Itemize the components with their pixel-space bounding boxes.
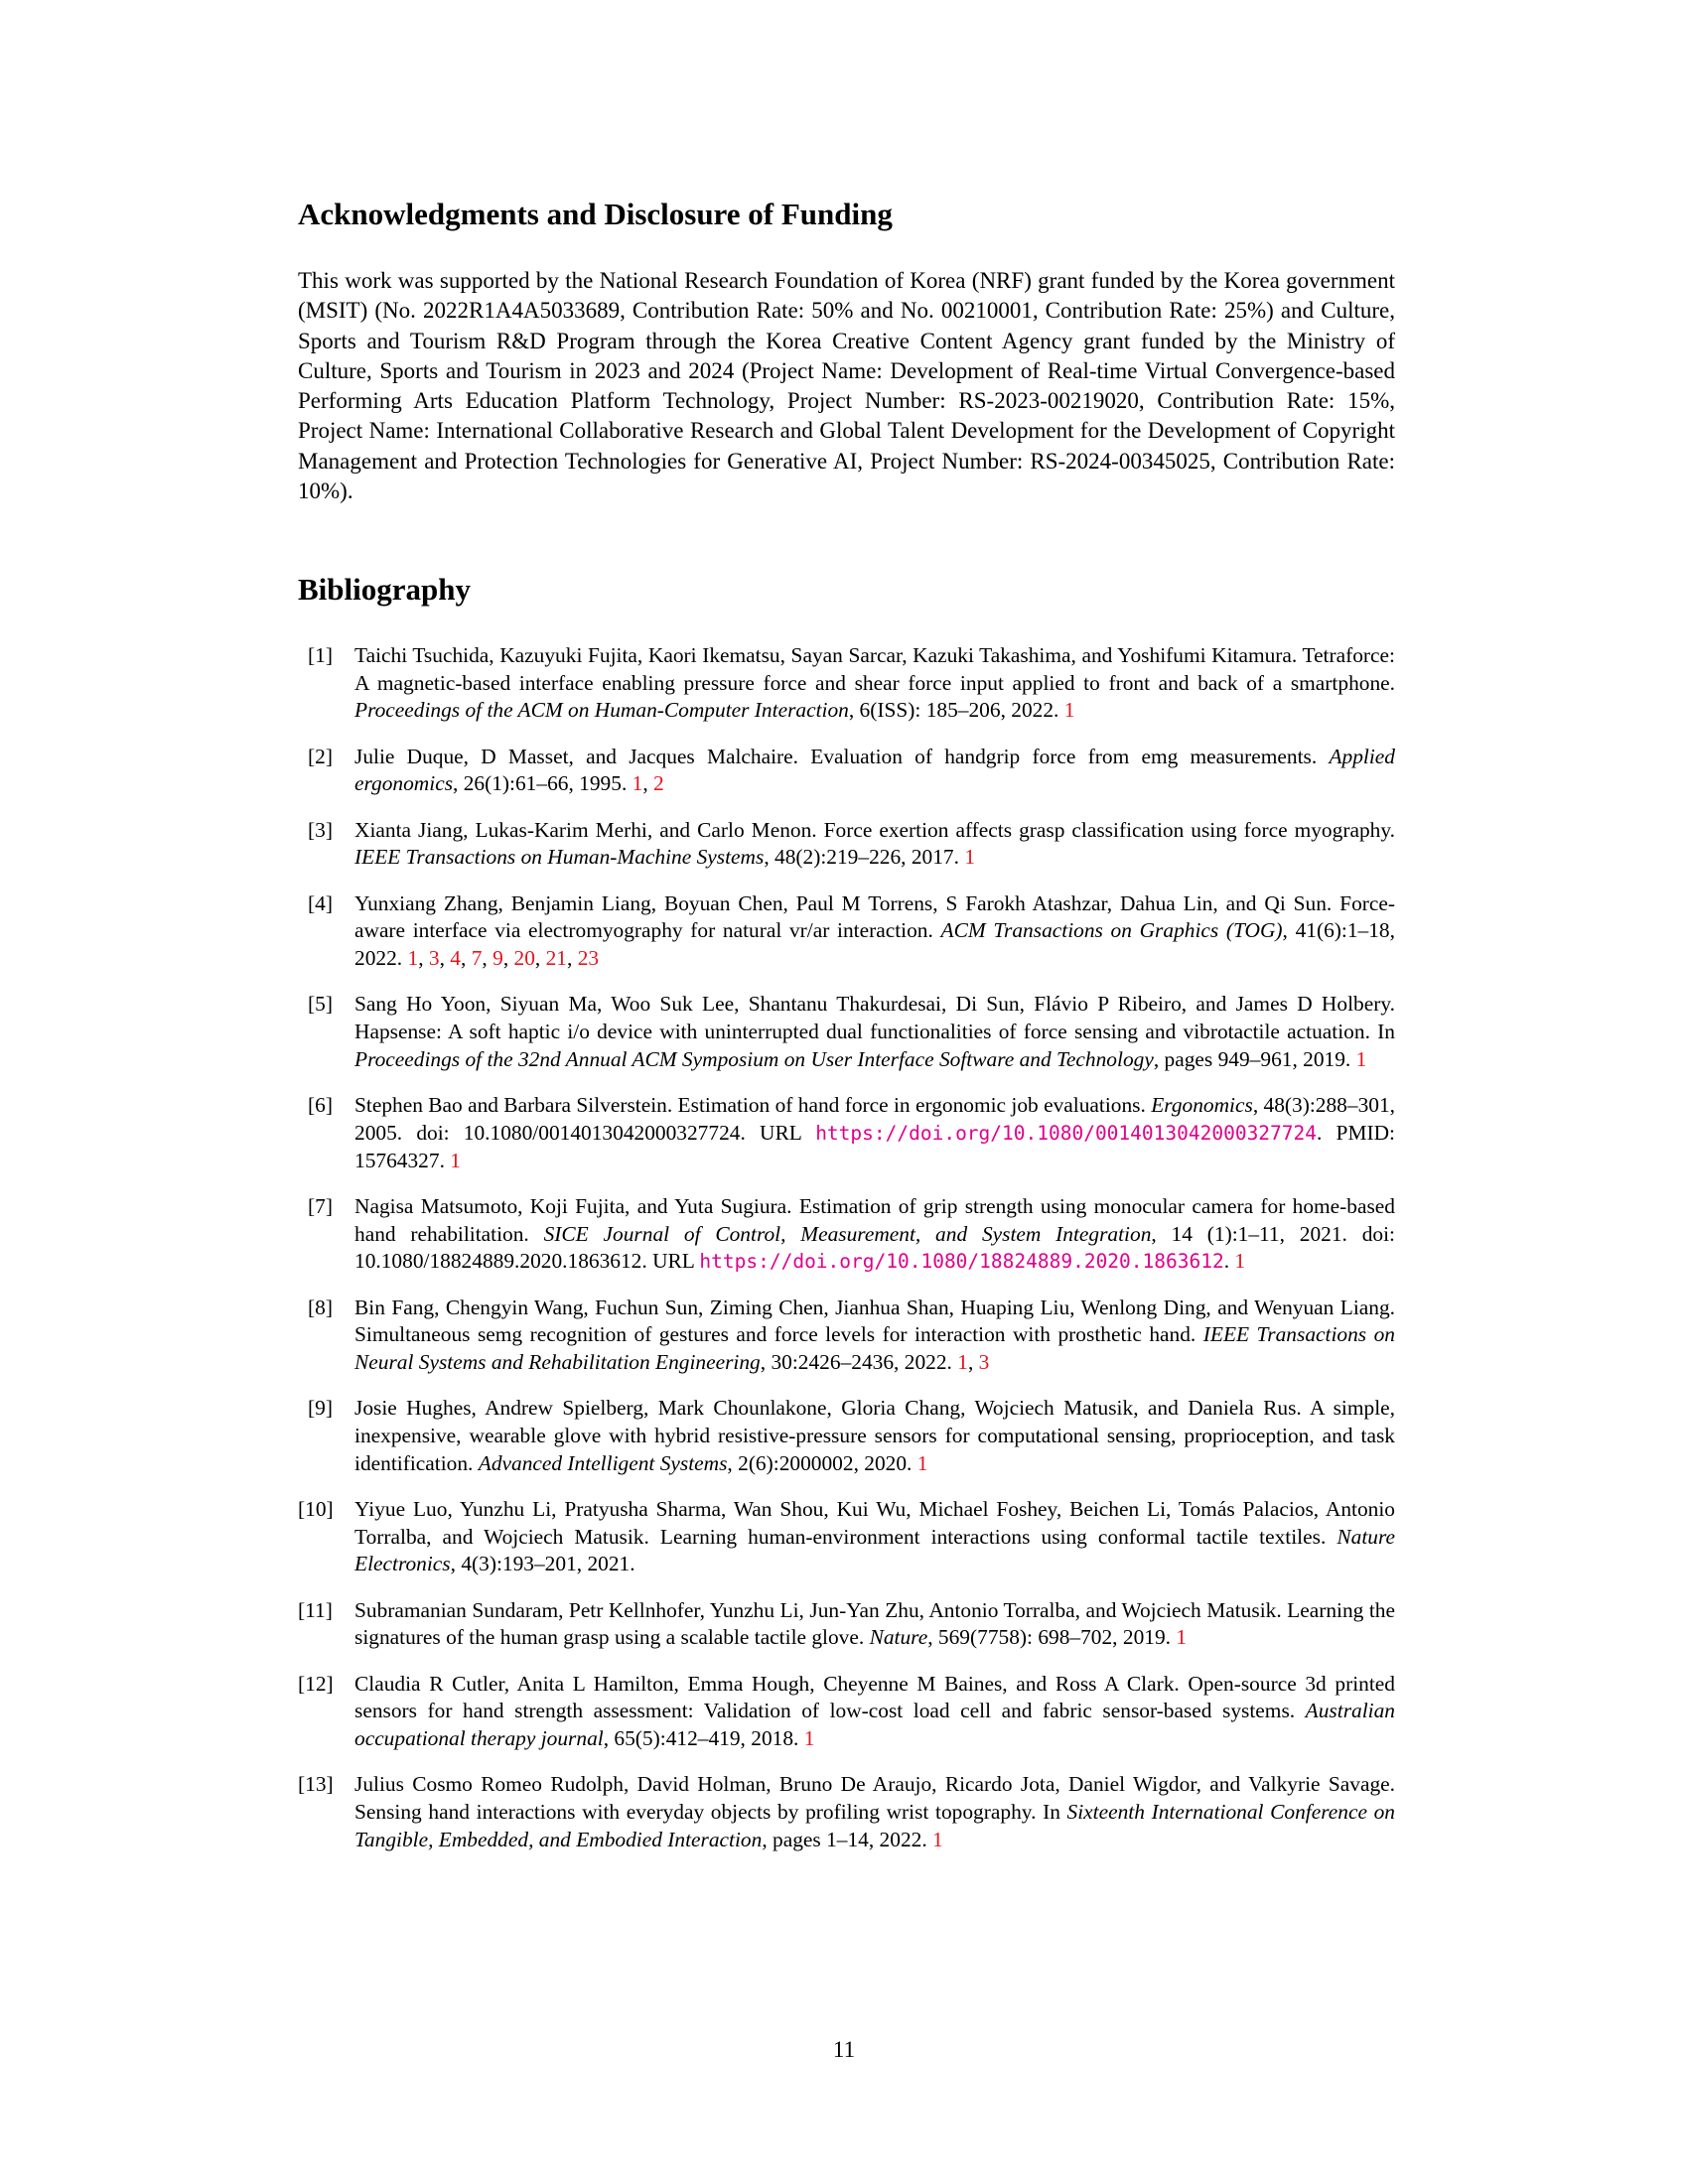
reference-venue: IEEE Transactions on Neural Systems and Rehabilitation Engineering (354, 1322, 1395, 1374)
page-backlink[interactable]: 1 (916, 1450, 928, 1475)
reference-trailing: . (1223, 1249, 1235, 1274)
reference-venue: Ergonomics (1151, 1093, 1253, 1118)
reference-authors-title: Stephen Bao and Barbara Silverstein. Estimation of hand force in ergonomic job evaluations. (354, 1093, 1152, 1118)
reference-url-link[interactable]: https://doi.org/10.1080/0014013042000327724 (815, 1121, 1318, 1145)
reference-entry (298, 1295, 1395, 1377)
page-backlink[interactable]: 9 (492, 946, 503, 971)
backlink-separator: , (967, 1349, 979, 1374)
page-backlink[interactable]: 1 (407, 946, 419, 971)
reference-details: , 4(3):193–201, 2021. (450, 1552, 635, 1576)
page-backlink[interactable]: 1 (450, 1148, 461, 1172)
page-backlink[interactable]: 3 (428, 946, 440, 971)
reference-venue: SICE Journal of Control, Measurement, and System Integration (543, 1221, 1152, 1246)
page-backlink[interactable]: 1 (632, 771, 643, 796)
page-backlink[interactable]: 23 (577, 946, 600, 971)
reference-authors-title: Yiyue Luo, Yunzhu Li, Pratyusha Sharma, Wan Shou, Kui Wu, Michael Foshey, Beichen Li, Tomás Palacios, Antonio Torralba, and Wojciech Matusik. Learning human-environment interactions using conformal tactile textiles. (354, 1496, 1395, 1549)
reference-authors-title: Julie Duque, D Masset, and Jacques Malchaire. Evaluation of handgrip force from emg measurements. (354, 744, 1330, 768)
reference-url-link[interactable]: https://doi.org/10.1080/18824889.2020.1863612 (699, 1250, 1224, 1274)
backlink-separator: , (502, 946, 514, 971)
reference-authors-title: Josie Hughes, Andrew Spielberg, Mark Chounlakone, Gloria Chang, Wojciech Matusik, and Daniela Rus. A simple, inexpensive, wearable glove with hybrid resistive-pressure sensors for computational sensing, proprioception, and task identification. (354, 1396, 1395, 1475)
reference-entry (298, 1597, 1395, 1652)
reference-authors-title: Xianta Jiang, Lukas-Karim Merhi, and Carlo Menon. Force exertion affects grasp classification using force myography. (354, 817, 1395, 842)
reference-venue: IEEE Transactions on Human-Machine Systems (354, 845, 765, 870)
reference-details: , 2(6):2000002, 2020. (727, 1450, 917, 1475)
reference-authors-title: Claudia R Cutler, Anita L Hamilton, Emma Hough, Cheyenne M Baines, and Ross A Clark. Open-source 3d printed sensors for hand strength assessment: Validation of low-cost load cell and fabric sensor-based systems. (354, 1671, 1395, 1723)
reference-authors-title: Julius Cosmo Romeo Rudolph, David Holman, Bruno De Araujo, Ricardo Jota, Daniel Wigdor, and Valkyrie Savage. Sensing hand interactions with everyday objects by profiling wrist topography. In (354, 1772, 1395, 1825)
reference-details: , 26(1):61–66, 1995. (453, 771, 633, 796)
reference-details: , 30:2426–2436, 2022. (760, 1349, 958, 1374)
backlink-separator: , (642, 771, 654, 796)
reference-authors-title: Nagisa Matsumoto, Koji Fujita, and Yuta Sugiura. Estimation of grip strength using monocular camera for home-based hand rehabilitation. (354, 1193, 1395, 1246)
reference-venue: Nature (869, 1625, 928, 1650)
reference-details: , pages 949–961, 2019. (1153, 1046, 1356, 1071)
backlink-separator: , (482, 946, 493, 971)
reference-number: [10] (298, 1496, 334, 1521)
page-backlink[interactable]: 1 (803, 1726, 815, 1751)
reference-number: [2] (308, 744, 333, 768)
acknowledgments-body: This work was supported by the National Research Foundation of Korea (NRF) grant funded by the Korea government (MSIT) (No. 2022R1A4A5033689, Contribution Rate: 50% and No. 00210001, Contribution Rate: 25%) and Culture, Sports and Tourism R&D Program through the Korea Creative Content Agency grant funded by the Ministry of Culture, Sports and Tourism in 2023 and 2024 (Project Name: Development of Real-time Virtual Convergence-based Performing Arts Education Platform Technology, Project Number: RS-2023-00219020, Contribution Rate: 15%, Project Name: International Collaborative Research and Global Talent Development for the Development of Copyright Management and Protection Technologies for Generative AI, Project Number: RS-2024-00345025, Contribution Rate: 10%). (298, 268, 1395, 504)
reference-entry (298, 642, 1395, 725)
reference-number: [6] (308, 1093, 333, 1118)
reference-entry (298, 817, 1395, 872)
reference-venue: Proceedings of the 32nd Annual ACM Symposium on User Interface Software and Technology (354, 1046, 1154, 1071)
reference-venue: Australian occupational therapy journal (354, 1699, 1395, 1751)
backlink-separator: , (418, 946, 429, 971)
reference-venue: ACM Transactions on Graphics (TOG) (940, 918, 1283, 943)
reference-number: [9] (308, 1396, 333, 1421)
bibliography-heading: Bibliography (298, 572, 471, 607)
reference-authors-title: Sang Ho Yoon, Siyuan Ma, Woo Suk Lee, Shantanu Thakurdesai, Di Sun, Flávio P Ribeiro, and James D Holbery. Hapsense: A soft haptic i/o device with uninterrupted dual functionalities of force sensing and vibrotactile actuation. In (354, 992, 1395, 1044)
reference-authors-title: Subramanian Sundaram, Petr Kellnhofer, Yunzhu Li, Jun-Yan Zhu, Antonio Torralba, and Wojciech Matusik. Learning the signatures of the human grasp using a scalable tactile glove. (354, 1597, 1395, 1650)
page-backlink[interactable]: 1 (1176, 1625, 1188, 1650)
reference-authors-title: Yunxiang Zhang, Benjamin Liang, Boyuan Chen, Paul M Torrens, S Farokh Atashzar, Dahua Lin, and Qi Sun. Force-aware interface via electromyography for natural vr/ar interaction. (354, 890, 1395, 943)
reference-venue: Sixteenth International Conference on Tangible, Embedded, and Embodied Interaction (354, 1800, 1395, 1851)
reference-venue: Advanced Intelligent Systems (478, 1450, 728, 1475)
reference-details: , 14 (1):1–11, 2021. doi: 10.1080/18824889.2020.1863612. URL (354, 1221, 1395, 1274)
page-backlink[interactable]: 21 (545, 946, 567, 971)
reference-authors-title: Bin Fang, Chengyin Wang, Fuchun Sun, Ziming Chen, Jianhua Shan, Huaping Liu, Wenlong Ding, and Wenyuan Liang. Simultaneous semg recognition of gestures and force levels for interaction with prosthetic hand. (354, 1295, 1395, 1347)
reference-entry (298, 890, 1395, 973)
reference-venue: Applied ergonomics (354, 744, 1395, 796)
reference-number: [1] (308, 643, 333, 667)
reference-details: , 48(2):219–226, 2017. (764, 845, 965, 870)
backlink-separator: , (534, 946, 546, 971)
reference-entry (298, 1092, 1395, 1174)
reference-details: , 569(7758): 698–702, 2019. (927, 1625, 1177, 1650)
backlink-separator: , (439, 946, 451, 971)
reference-entry (298, 1671, 1395, 1753)
reference-number: [5] (308, 992, 333, 1017)
reference-details: , 6(ISS): 185–206, 2022. (848, 698, 1064, 723)
reference-authors-title: Taichi Tsuchida, Kazuyuki Fujita, Kaori Ikematsu, Sayan Sarcar, Kazuki Takashima, and Yoshifumi Kitamura. Tetraforce: A magnetic-based interface enabling pressure force and shear force input applied to front and back of a smartphone. (354, 643, 1395, 695)
reference-details: , 48(3):288–301, 2005. doi: 10.1080/0014013042000327724. URL (354, 1093, 1396, 1145)
page-backlink[interactable]: 1 (1063, 698, 1075, 723)
page-backlink[interactable]: 7 (471, 946, 483, 971)
page-backlink[interactable]: 1 (957, 1349, 968, 1374)
reference-entry (298, 1193, 1395, 1276)
reference-entry (298, 744, 1395, 798)
reference-details: , pages 1–14, 2022. (762, 1827, 933, 1851)
reference-details: , 41(6):1–18, 2022. (354, 918, 1395, 971)
page-backlink[interactable]: 20 (513, 946, 535, 971)
backlink-separator: , (461, 946, 472, 971)
acknowledgments-heading: Acknowledgments and Disclosure of Funding (298, 197, 893, 231)
reference-venue: Nature Electronics (354, 1524, 1395, 1576)
bibliography-list (298, 642, 1395, 1872)
reference-number: [13] (298, 1772, 334, 1797)
reference-entry (298, 991, 1395, 1073)
page-backlink[interactable]: 1 (932, 1827, 943, 1851)
backlink-separator: , (567, 946, 578, 971)
reference-details: , 65(5):412–419, 2018. (603, 1726, 804, 1751)
page-backlink[interactable]: 1 (964, 845, 976, 870)
page-number: 11 (832, 2037, 856, 2062)
reference-number: [8] (308, 1295, 333, 1319)
reference-entry (298, 1395, 1395, 1477)
reference-number: [11] (298, 1597, 333, 1622)
reference-entry (298, 1771, 1395, 1853)
reference-trailing: . PMID: 15764327. (354, 1120, 1395, 1172)
page-backlink[interactable]: 1 (1234, 1249, 1246, 1274)
reference-number: [4] (308, 890, 333, 915)
reference-number: [12] (298, 1671, 334, 1696)
reference-number: [7] (308, 1193, 333, 1218)
page-backlink[interactable]: 1 (1355, 1046, 1367, 1071)
reference-venue: Proceedings of the ACM on Human-Computer Interaction (354, 698, 849, 723)
reference-number: [3] (308, 817, 333, 842)
page-backlink[interactable]: 4 (450, 946, 461, 971)
reference-entry (298, 1496, 1395, 1578)
page-backlink[interactable]: 2 (653, 771, 664, 796)
page-backlink[interactable]: 3 (978, 1349, 990, 1374)
